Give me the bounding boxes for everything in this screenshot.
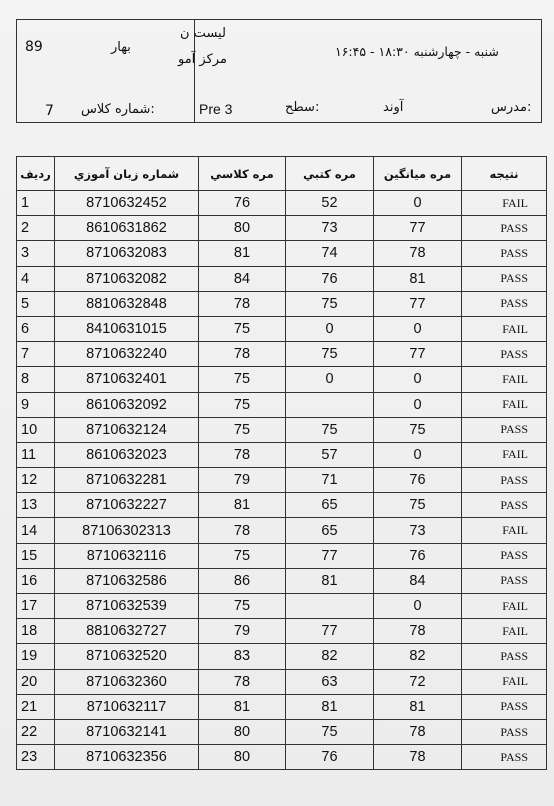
cell-class-score: 75 (199, 392, 286, 417)
header-average-score: مره میانگین (374, 157, 462, 191)
cell-written-score: 63 (286, 669, 374, 694)
cell-written-score: 74 (286, 241, 374, 266)
cell-class-score: 75 (199, 543, 286, 568)
cell-written-score: 81 (286, 694, 374, 719)
header-student-number: شماره زبان آموزي (55, 157, 199, 191)
table-header-row (17, 157, 547, 191)
table-row (17, 392, 547, 417)
cell-average-score: 72 (374, 669, 462, 694)
cell-class-score: 75 (199, 367, 286, 392)
cell-average-score: 82 (374, 644, 462, 669)
table-row (17, 316, 547, 341)
cell-class-score: 84 (199, 266, 286, 291)
teacher-name: آوند (383, 100, 404, 115)
cell-result: PASS (462, 543, 547, 568)
table-row (17, 442, 547, 467)
table-row (17, 543, 547, 568)
cell-class-score: 78 (199, 442, 286, 467)
cell-row-number: 7 (17, 342, 55, 367)
cell-student-number: 8710632586 (55, 568, 199, 593)
cell-class-score: 75 (199, 316, 286, 341)
cell-written-score: 65 (286, 493, 374, 518)
cell-row-number: 3 (17, 241, 55, 266)
cell-row-number: 5 (17, 291, 55, 316)
cell-written-score: 75 (286, 417, 374, 442)
cell-result: FAIL (462, 191, 547, 216)
cell-student-number: 8710632539 (55, 594, 199, 619)
cell-row-number: 16 (17, 568, 55, 593)
table-row (17, 594, 547, 619)
cell-student-number: 8710632360 (55, 669, 199, 694)
cell-class-score: 79 (199, 619, 286, 644)
table-row (17, 518, 547, 543)
header-row-number: ردیف (17, 157, 55, 191)
cell-result: PASS (462, 719, 547, 744)
header-left-column (17, 20, 195, 122)
document-title-line1: لیست ن (180, 26, 226, 41)
cell-average-score: 78 (374, 619, 462, 644)
cell-student-number: 8710632281 (55, 468, 199, 493)
cell-result: PASS (462, 568, 547, 593)
cell-row-number: 13 (17, 493, 55, 518)
table-row (17, 694, 547, 719)
cell-average-score: 81 (374, 694, 462, 719)
cell-row-number: 22 (17, 719, 55, 744)
cell-student-number: 8710632240 (55, 342, 199, 367)
cell-row-number: 8 (17, 367, 55, 392)
cell-row-number: 23 (17, 745, 55, 770)
class-number-value: 7 (45, 103, 54, 119)
cell-average-score: 78 (374, 241, 462, 266)
cell-result: PASS (462, 468, 547, 493)
cell-row-number: 2 (17, 216, 55, 241)
cell-written-score: 75 (286, 342, 374, 367)
cell-class-score: 75 (199, 417, 286, 442)
cell-row-number: 1 (17, 191, 55, 216)
cell-average-score: 0 (374, 594, 462, 619)
level-label: سطح: (285, 100, 320, 115)
table-row (17, 367, 547, 392)
teacher-label: مدرس: (491, 100, 532, 115)
cell-result: PASS (462, 417, 547, 442)
cell-average-score: 73 (374, 518, 462, 543)
cell-class-score: 78 (199, 518, 286, 543)
cell-row-number: 6 (17, 316, 55, 341)
cell-student-number: 8710632452 (55, 191, 199, 216)
class-number-label: شماره کلاس: (81, 102, 155, 117)
cell-average-score: 76 (374, 543, 462, 568)
cell-result: PASS (462, 694, 547, 719)
cell-class-score: 78 (199, 291, 286, 316)
cell-row-number: 10 (17, 417, 55, 442)
cell-result: PASS (462, 745, 547, 770)
cell-average-score: 78 (374, 719, 462, 744)
cell-result: PASS (462, 216, 547, 241)
cell-class-score: 79 (199, 468, 286, 493)
table-row (17, 493, 547, 518)
cell-class-score: 76 (199, 191, 286, 216)
cell-student-number: 8710632117 (55, 694, 199, 719)
table-row (17, 266, 547, 291)
cell-class-score: 80 (199, 216, 286, 241)
cell-row-number: 4 (17, 266, 55, 291)
cell-class-score: 81 (199, 694, 286, 719)
cell-average-score: 0 (374, 392, 462, 417)
cell-result: FAIL (462, 316, 547, 341)
cell-row-number: 18 (17, 619, 55, 644)
cell-average-score: 77 (374, 216, 462, 241)
cell-class-score: 78 (199, 669, 286, 694)
cell-student-number: 87106302313 (55, 518, 199, 543)
schedule-text: شنبه - چهارشنبه ۱۸:۳۰ - ۱۶:۴۵ (335, 44, 499, 59)
table-row (17, 417, 547, 442)
cell-result: PASS (462, 493, 547, 518)
table-row (17, 719, 547, 744)
cell-row-number: 9 (17, 392, 55, 417)
cell-written-score: 77 (286, 543, 374, 568)
cell-class-score: 81 (199, 241, 286, 266)
cell-class-score: 75 (199, 594, 286, 619)
cell-result: FAIL (462, 669, 547, 694)
cell-average-score: 77 (374, 342, 462, 367)
table-row (17, 644, 547, 669)
table-row (17, 216, 547, 241)
level-value: Pre 3 (199, 101, 233, 117)
season-label: بهار (111, 40, 131, 55)
cell-written-score: 73 (286, 216, 374, 241)
cell-student-number: 8610632092 (55, 392, 199, 417)
cell-student-number: 8710632124 (55, 417, 199, 442)
cell-average-score: 84 (374, 568, 462, 593)
cell-average-score: 76 (374, 468, 462, 493)
cell-student-number: 8610631862 (55, 216, 199, 241)
cell-average-score: 75 (374, 417, 462, 442)
header-box (16, 19, 542, 123)
cell-written-score: 71 (286, 468, 374, 493)
cell-written-score: 0 (286, 316, 374, 341)
cell-written-score: 76 (286, 266, 374, 291)
cell-result: FAIL (462, 619, 547, 644)
cell-written-score: 57 (286, 442, 374, 467)
cell-student-number: 8610632023 (55, 442, 199, 467)
cell-average-score: 0 (374, 191, 462, 216)
cell-written-score: 77 (286, 619, 374, 644)
cell-class-score: 80 (199, 719, 286, 744)
cell-written-score: 75 (286, 719, 374, 744)
cell-written-score: 81 (286, 568, 374, 593)
cell-student-number: 8710632356 (55, 745, 199, 770)
cell-student-number: 8710632401 (55, 367, 199, 392)
cell-student-number: 8810632848 (55, 291, 199, 316)
table-row (17, 745, 547, 770)
cell-result: FAIL (462, 594, 547, 619)
table-row (17, 468, 547, 493)
cell-average-score: 0 (374, 442, 462, 467)
cell-result: PASS (462, 266, 547, 291)
cell-class-score: 78 (199, 342, 286, 367)
cell-student-number: 8710632082 (55, 266, 199, 291)
header-result: نتیجه (462, 157, 547, 191)
cell-student-number: 8710632141 (55, 719, 199, 744)
cell-average-score: 77 (374, 291, 462, 316)
cell-row-number: 19 (17, 644, 55, 669)
header-class-score: مره کلاسي (199, 157, 286, 191)
cell-class-score: 83 (199, 644, 286, 669)
table-row (17, 342, 547, 367)
table-row (17, 241, 547, 266)
cell-written-score (286, 392, 374, 417)
cell-row-number: 20 (17, 669, 55, 694)
cell-written-score: 65 (286, 518, 374, 543)
cell-student-number: 8410631015 (55, 316, 199, 341)
cell-student-number: 8710632116 (55, 543, 199, 568)
cell-student-number: 8710632520 (55, 644, 199, 669)
cell-written-score (286, 594, 374, 619)
cell-row-number: 14 (17, 518, 55, 543)
table-row (17, 568, 547, 593)
cell-row-number: 11 (17, 442, 55, 467)
cell-written-score: 52 (286, 191, 374, 216)
cell-average-score: 81 (374, 266, 462, 291)
scores-table (16, 156, 547, 770)
document-title-line2: مرکز آمو (178, 52, 227, 67)
cell-student-number: 8710632227 (55, 493, 199, 518)
table-row (17, 191, 547, 216)
table-row (17, 669, 547, 694)
table-row (17, 619, 547, 644)
cell-row-number: 17 (17, 594, 55, 619)
cell-result: PASS (462, 644, 547, 669)
cell-average-score: 75 (374, 493, 462, 518)
cell-average-score: 78 (374, 745, 462, 770)
cell-row-number: 21 (17, 694, 55, 719)
cell-result: FAIL (462, 367, 547, 392)
cell-class-score: 80 (199, 745, 286, 770)
cell-class-score: 81 (199, 493, 286, 518)
cell-result: FAIL (462, 392, 547, 417)
cell-average-score: 0 (374, 367, 462, 392)
table-row (17, 291, 547, 316)
cell-written-score: 82 (286, 644, 374, 669)
cell-result: PASS (462, 291, 547, 316)
cell-result: PASS (462, 241, 547, 266)
cell-row-number: 15 (17, 543, 55, 568)
cell-result: PASS (462, 342, 547, 367)
cell-result: FAIL (462, 518, 547, 543)
cell-written-score: 75 (286, 291, 374, 316)
cell-student-number: 8710632083 (55, 241, 199, 266)
header-written-score: مره کتبي (286, 157, 374, 191)
cell-row-number: 12 (17, 468, 55, 493)
top-number: 89 (25, 39, 43, 55)
cell-result: FAIL (462, 442, 547, 467)
cell-class-score: 86 (199, 568, 286, 593)
cell-written-score: 0 (286, 367, 374, 392)
cell-written-score: 76 (286, 745, 374, 770)
cell-student-number: 8810632727 (55, 619, 199, 644)
cell-average-score: 0 (374, 316, 462, 341)
